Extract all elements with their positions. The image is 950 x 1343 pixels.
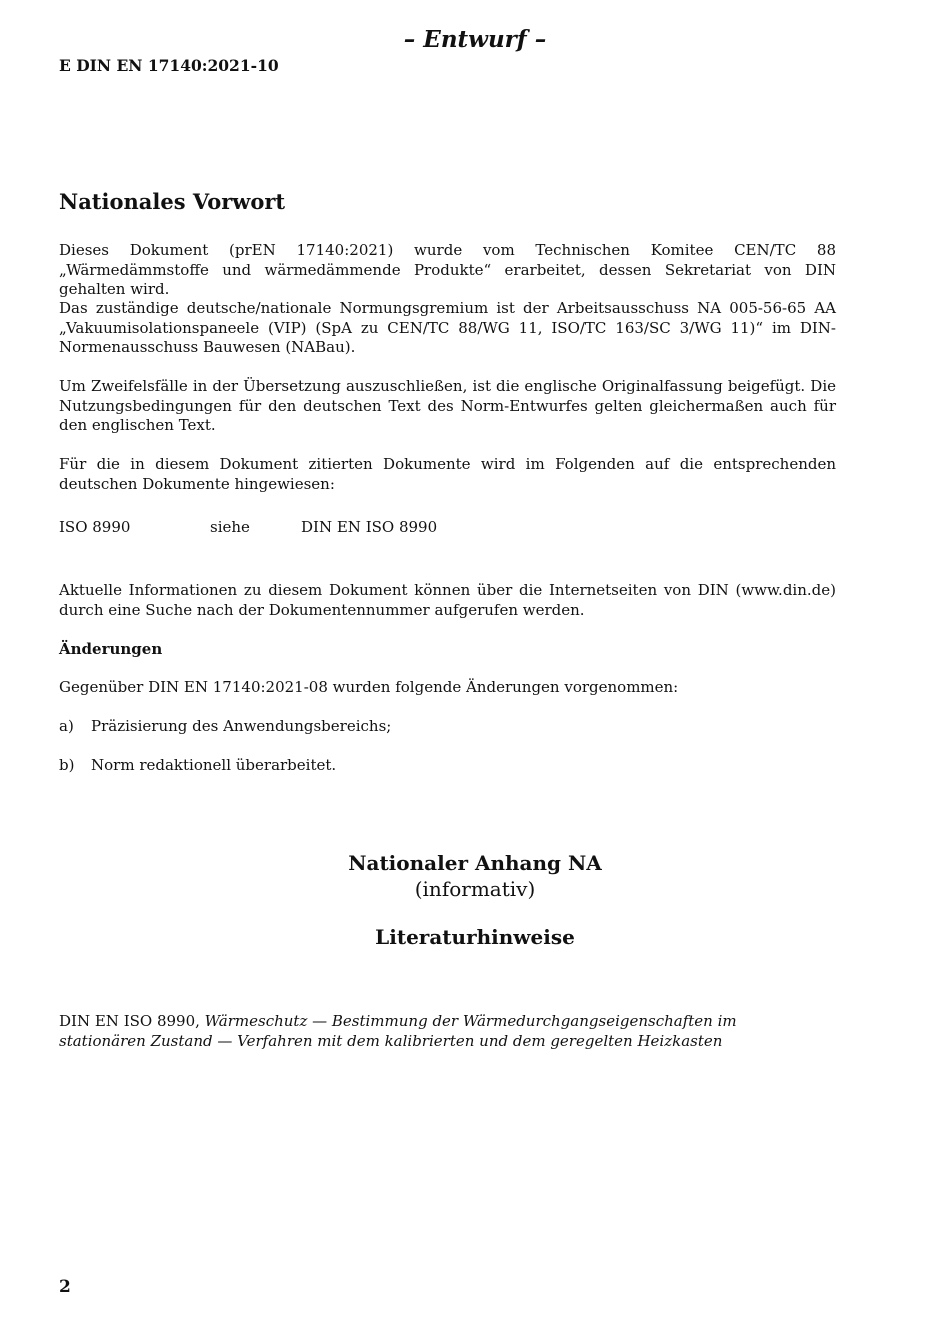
changes-intro: Gegenüber DIN EN 17140:2021-08 wurden folgende Änderungen vorgenommen:	[59, 678, 679, 696]
reference-relation: siehe	[210, 518, 250, 536]
bibliography-ref: DIN EN ISO 8990,	[59, 1012, 205, 1030]
page-number: 2	[59, 1277, 71, 1297]
bibliography-entry	[59, 1011, 819, 1051]
foreword-paragraph-2: Das zuständige deutsche/nationale Normungsgremium ist der Arbeitsausschuss NA 005-56-65 AA „Vakuumisolationspaneele (VIP) (SpA zu CEN/TC 88/WG 11, ISO/TC 163/SC 3/WG 11)“ im DIN-Normenausschuss Bauwesen (NABau).	[59, 299, 836, 356]
bibliography-title: Wärmeschutz — Bestimmung der Wärmedurchgangseigenschaften im stationären Zustand — Verfahren mit dem kalibrierten und dem geregelten Heizkasten	[59, 1012, 737, 1050]
list-item	[59, 717, 391, 737]
list-item	[59, 756, 336, 776]
foreword-paragraph-1: Dieses Dokument (prEN 17140:2021) wurde vom Technischen Komitee CEN/TC 88 „Wärmedämmstoffe und wärmedämmende Produkte“ erarbeitet, dessen Sekretariat von DIN gehalten wird.	[59, 241, 836, 298]
list-marker: a)	[59, 717, 74, 735]
annex-title: Nationaler Anhang NA	[348, 851, 602, 875]
reference-target: DIN EN ISO 8990	[301, 518, 438, 536]
document-id: E DIN EN 17140:2021-10	[59, 56, 279, 75]
annex-subtitle: (informativ)	[414, 877, 536, 901]
list-marker: b)	[59, 756, 75, 774]
draft-label: – Entwurf –	[403, 26, 547, 53]
foreword-paragraph-4: Für die in diesem Dokument zitierten Dokumente wird im Folgenden auf die entsprechenden deutschen Dokumente hingewiesen:	[59, 455, 836, 493]
foreword-heading: Nationales Vorwort	[59, 189, 286, 214]
annex-section-heading: Literaturhinweise	[375, 925, 575, 949]
changes-heading: Änderungen	[59, 640, 163, 658]
reference-row	[59, 518, 559, 538]
info-paragraph: Aktuelle Informationen zu diesem Dokument können über die Internetseiten von DIN (www.din.de) durch eine Suche nach der Dokumentennummer aufgerufen werden.	[59, 581, 836, 619]
foreword-paragraph-3: Um Zweifelsfälle in der Übersetzung auszuschließen, ist die englische Originalfassung beigefügt. Die Nutzungsbedingungen für den deutschen Text des Norm-Entwurfes gelten gleichermaßen auch für den englischen Text.	[59, 377, 836, 434]
reference-source: ISO 8990	[59, 518, 131, 536]
list-item-text: Präzisierung des Anwendungsbereichs;	[91, 717, 392, 735]
list-item-text: Norm redaktionell überarbeitet.	[91, 756, 337, 774]
